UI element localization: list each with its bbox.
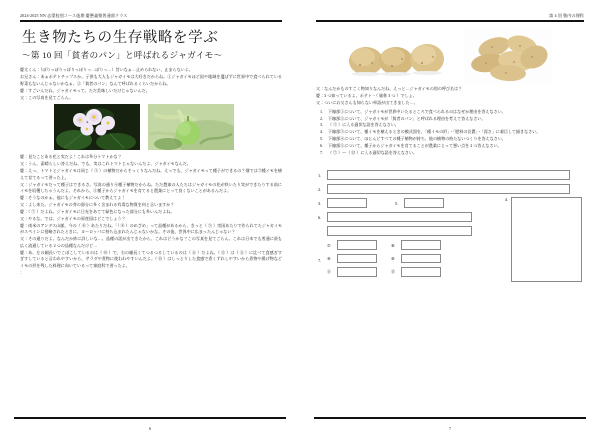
answer-label-7: 7. (318, 258, 322, 264)
speaker-text: あ、左の細長いでこぼこしているのは（ ⑩ ）で、右の細長くてつるつるしているのは（ ⑪ ）だよね。（ ⑫ ）は（ ⑪ ）に比べて食感ぎすぎすしていると言われやすいから、サラダや煮物に使われやすいんだよ。（ ⑬ ）はしっとりした食感で煮くずれしやすいから煮物や揚げ物などイモの形を残した料理に向いているって家庭科で習ったよ。 (20, 249, 282, 268)
answer-field-7-1[interactable] (337, 240, 377, 250)
header-left-text: 2024-2025 NN 志望校別コース後期 慶應義塾普通部クラス (20, 13, 128, 18)
question-item (320, 136, 584, 143)
speaker-name: 慶 (20, 154, 25, 160)
page-title: 生き物たちの生存戦略を学ぶ (22, 30, 219, 47)
speaker-name: 父 (20, 236, 25, 242)
dialogue-line: 父：うん、素晴らしい答えだね。でも、実はこれトマトじゃないんだよ、ジャガイモなんだ。 (20, 161, 191, 167)
answer-row-1 (318, 170, 584, 180)
dialogue-line: 父：ついにお父さんも知らない単語が出てきました…。 (316, 100, 418, 106)
question-text: （ ③ ）に入る適切な語を答えなさい。 (328, 122, 399, 128)
speaker-name: 慶 (20, 209, 25, 215)
speaker-text: （ぽりっぽりっぽりっぽりっ…ぽりっ…）旨いなぁ…止められない、止まらないよ。 (40, 67, 193, 73)
dialogue-line: 慶：あ、左の細長いでこぼこしているのは（ ⑩ ）で、右の細長くてつるつるしているのは（ ⑪ ）だよね。（ ⑫ ）は（ ⑪ ）に比べて食感ぎすぎすしていると言われやすいから、サラダや煮物に使われやすいんだよ。（ ⑬ ）はしっとりした食感で煮くずれしやすいから煮物や揚げ物などイモの形を残した料理に向いているって家庭科で習ったよ。 (20, 249, 282, 268)
dialogue-line: 慶：そうなのかぁ。他にもジャガイモについて教えてよ！ (20, 195, 126, 201)
question-text: （ ⑦ ）〜（ ⑬ ）に入る適切な語を答えなさい。 (328, 149, 418, 155)
question-text: 下線部④について、ほとんどすべての種子植物が持ち、他の植物の持たないつくりを答えなさい。 (328, 136, 506, 142)
speaker-text: その通りだよ。なんだか妙に詳しいな…。品種の話が出てきたから、これはどうかな？この写真を見てごらん。これは日本でも普通に最も広く流通している 2 つの品種なんだけど… (20, 236, 282, 248)
answer-field-7-4[interactable] (401, 254, 441, 264)
circle-label-9: ⑨ (327, 257, 331, 262)
circle-label-7: ⑦ (327, 243, 331, 248)
circle-label-11: ⑪ (327, 269, 331, 274)
speaker-text: そうなのかぁ。他にもジャガイモについて教えてよ！ (28, 195, 126, 201)
speaker-name: 慶 (20, 249, 25, 255)
answer-label-4: 4. (504, 197, 508, 203)
answer-field-7-2[interactable] (401, 240, 441, 250)
question-item (320, 109, 584, 116)
potato-green-fruit-art (148, 104, 234, 150)
speaker-name: 慶 (20, 195, 25, 201)
answer-label-1: 1. (318, 172, 322, 178)
speaker-name: お兄さん (20, 74, 37, 80)
page-number-left: 6 (148, 426, 152, 431)
answer-subrow (327, 254, 441, 264)
potato-photo-three (334, 27, 458, 83)
dialogue-line: 父：その通りだよ。なんだか妙に詳しいな…。品種の話が出てきたから、これはどうかな？この写真を見てごらん。これは日本でも普通に最も広く流通している 2 つの品種なんだけど… (20, 236, 282, 248)
three-potatoes-art (334, 27, 458, 83)
speaker-name: 父 (20, 94, 25, 100)
speaker-text: この写真を見てごらん。 (28, 94, 74, 100)
answer-label-2: 2. (318, 186, 322, 192)
dialogue-line: 慶：3 つ知っているよ。ポテト・（ 総称 3 つ ）でしょ。 (316, 93, 417, 99)
answer-field-4-diagram[interactable] (511, 197, 582, 282)
question-text: 下線部②について、ジャガイモが「貧者のパン」と呼ばれる理由を考えて答えなさい。 (328, 115, 486, 121)
question-number: 2. (320, 115, 324, 121)
dialogue-line: 慶：（ ⑦ ）だよね。ジャガイモに日光をあてて緑色になった部分にも多いんだよね。 (20, 209, 175, 215)
speaker-name: 父 (20, 215, 25, 221)
page-right (300, 0, 600, 440)
speaker-text: やるな。では、ジャガイモの原産国はどこでしょう？ (28, 215, 126, 221)
answer-field-5[interactable] (404, 198, 444, 208)
question-item (320, 150, 584, 157)
speaker-name: 父 (316, 100, 321, 106)
answer-subrow (327, 267, 441, 277)
potato-pile-art (464, 27, 552, 83)
circle-label-13: ⑬ (391, 269, 395, 274)
dialogue-line: 慶：えっ、トマトとジャガイモは同じ（ ③ ）の植物だからそっくりなんだね。えっでも、ジャガイモって種子ができるの？畑では③種イモを植えて育てるって習った上。 (20, 168, 282, 180)
dialogue-line: 慶：南米のアンデス山脈、今の（ ⑧ ）あたりだね。「（ ⑧ ）のめざめ」って品種があるから、きっと（ ⑨ ）帝国あたりで作られてたジャガイモがスペインに侵略されたときに、ヨーロッパに持ち込まれたんじゃないかな。その後、世界中に広まったんじゃない？ (20, 222, 282, 235)
speaker-text: うん、素晴らしい答えだね。でも、実はこれトマトじゃないんだよ、ジャガイモなんだ。 (28, 161, 191, 167)
speaker-name: 慶 (20, 168, 25, 174)
potato-fruit-photo (148, 104, 234, 150)
dialogue-block-1 (20, 67, 282, 101)
answer-field-3[interactable] (327, 198, 367, 208)
dialogue-block-2 (20, 154, 282, 276)
circle-label-8: ⑧ (391, 243, 395, 248)
dialogue-line: 慶：すごいんだね、ジャガイモって。ただ美味しいだけじゃないんだ。 (20, 87, 150, 93)
speaker-text: （ ⑦ ）だよね。ジャガイモに日光をあてて緑色になった部分にも多いんだよね。 (28, 209, 175, 215)
potato-flower-art (54, 104, 140, 150)
dialogue-line: 慶：見たことある花と実だよ！これは多分トマトかな？ (20, 154, 122, 160)
header-rule (20, 20, 282, 22)
speaker-text: ジャガイモだって種子はできるさ。写真の通り④種子植物だからね。ただ農家の人たちはジャガイモの花が咲いたり実ができたりする前にイモを収穫しちゃうんだよ。それから、⑤種子からジャガイモを育てると農業にとって良くないことがあるんだよ。 (20, 181, 282, 194)
speaker-text: 3 つ知っているよ。ポテト・（ 総称 3 つ ）でしょ。 (324, 93, 417, 99)
question-text: 下線部③について、種イモを植えるときの模式図を、「種イモの形」・「肥料の位置」・「深さ」に着目して描きなさい。 (328, 129, 541, 135)
question-number: 6. (320, 142, 324, 148)
dialogue-line: 父：ジャガイモだって種子はできるさ。写真の通り④種子植物だからね。ただ農家の人たちはジャガイモの花が咲いたり実ができたりする前にイモを収穫しちゃうんだよ。それから、⑤種子からジャガイモを育てると農業にとって良くないことがあるんだよ。 (20, 181, 282, 194)
question-item (320, 143, 584, 150)
answer-row-2 (318, 184, 584, 194)
question-list (320, 109, 584, 157)
speaker-name: 父 (20, 202, 25, 208)
speaker-text: なんだかものすごく物知りなんだね、えっと…ジャガイモの別の呼び名は？ (324, 86, 463, 92)
photo-row-plants (54, 104, 282, 150)
dialogue-block-right (316, 86, 584, 106)
page-subtitle: 〜第 10 回「貧者のパン」と呼ばれるジャガイモ〜 (22, 50, 223, 61)
footer-rule (314, 417, 586, 419)
speaker-text: えっ、トマトとジャガイモは同じ（ ③ ）の植物だからそっくりなんだね。えっでも、ジャガイモって種子ができるの？畑では③種イモを植えて育てるって習った上。 (20, 168, 282, 180)
speaker-name: 慶 (20, 87, 25, 93)
question-text: 下線部①について、ジャガイモが世界中いたるところで食べられるのはなぜか理由を答えなさい。 (328, 108, 506, 114)
answer-field-6a[interactable] (327, 212, 472, 222)
answer-field-7-6[interactable] (401, 267, 441, 277)
question-number: 7. (320, 149, 324, 155)
answer-field-1[interactable] (327, 170, 570, 180)
question-number: 3. (320, 122, 324, 128)
speaker-name: 慶 (316, 93, 321, 99)
question-number: 4. (320, 129, 324, 135)
answer-label-5: 5. (395, 200, 399, 206)
question-text: 下線部⑤について、種子からジャガイモを育てることが農業にとって悪い点を 2 つ答えなさい。 (328, 142, 502, 148)
answer-field-2[interactable] (327, 184, 570, 194)
speaker-text: すごいんだね、ジャガイモって。ただ美味しいだけじゃないんだ。 (28, 87, 150, 93)
question-item (320, 129, 584, 136)
speaker-text: あぁポテトチップスか。子供も大人もジャガイモは大好きだからね。①ジャガイモほど国や地域を選ばずに世界中で食べられている野菜もないんじゃないかなぁ。②「貧者のパン」なんて呼ばれるくらいだからね。 (20, 74, 282, 86)
dialogue-line: 父：なんだかものすごく物知りなんだね、えっと…ジャガイモの別の呼び名は？ (316, 86, 463, 92)
header-rule (316, 20, 584, 22)
answer-field-6b[interactable] (327, 226, 472, 236)
answer-field-7-3[interactable] (337, 254, 377, 264)
answer-field-7-5[interactable] (337, 267, 377, 277)
answer-label-3: 3. (318, 200, 322, 206)
header-right-text: 第 4 回 塾内の理科 (549, 13, 584, 18)
speaker-text: ついにお父さんも知らない単語が出てきました…。 (324, 100, 418, 106)
answer-grid-7 (327, 240, 441, 281)
dialogue-line: 慶太くん：（ぽりっぽりっぽりっぽりっ…ぽりっ…）旨いなぁ…止められない、止まらないよ。 (20, 67, 193, 73)
dialogue-line: ： (20, 269, 25, 275)
question-number: 1. (320, 108, 324, 114)
page-number-right: 7 (448, 426, 452, 431)
dialogue-line: お兄さん：あぁポテトチップスか。子供も大人もジャガイモは大好きだからね。①ジャガイモほど国や地域を選ばずに世界中で食べられている野菜もないんじゃないかなぁ。②「貧者のパン」なんて呼ばれるくらいだからね。 (20, 74, 282, 86)
question-number: 5. (320, 136, 324, 142)
speaker-name: 父 (20, 161, 25, 167)
dialogue-line: 父：やるな。では、ジャガイモの原産国はどこでしょう？ (20, 215, 126, 221)
potato-photo-pile (464, 27, 552, 83)
speaker-text: 見たことある花と実だよ！これは多分トマトかな？ (28, 154, 122, 160)
dialogue-line: 父：この写真を見てごらん。 (20, 94, 74, 100)
footer-rule (14, 417, 286, 419)
photo-row-potatoes (334, 27, 584, 83)
speaker-name: 慶 (20, 222, 25, 228)
answer-label-6: 6. (318, 214, 322, 220)
speaker-name: 父 (316, 86, 321, 92)
circle-label-10: ⑩ (391, 257, 395, 262)
answer-subrow (327, 240, 441, 250)
answer-row-4 (505, 197, 582, 282)
potato-flower-photo (54, 104, 140, 150)
answer-sheet (318, 170, 584, 281)
speaker-name: 父 (20, 181, 25, 187)
speaker-name: 慶太くん (20, 67, 37, 73)
speaker-text: よし来た。ジャガイモの芽の部分に多く含まれる有毒な物質を何と言いますか？ (28, 202, 175, 208)
question-item (320, 122, 584, 129)
dialogue-line: 父：よし来た。ジャガイモの芽の部分に多く含まれる有毒な物質を何と言いますか？ (20, 202, 175, 208)
speaker-text: 南米のアンデス山脈、今の（ ⑧ ）あたりだね。「（ ⑧ ）のめざめ」って品種があるから、きっと（ ⑨ ）帝国あたりで作られてたジャガイモがスペインに侵略されたときに、ヨーロッパに持ち込まれたんじゃないかな。その後、世界中に広まったんじゃない？ (20, 222, 282, 235)
